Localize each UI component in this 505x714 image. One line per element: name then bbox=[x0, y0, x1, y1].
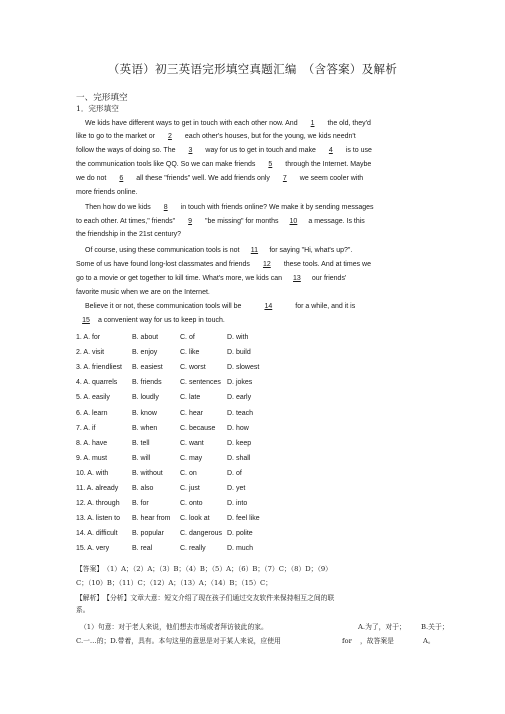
answer-line: 【答案】 （1）A；（2）A；（3）B；（4）B；（5）A；（6）B；（7）C；（8）D；（9） bbox=[76, 565, 332, 573]
option-a: 11. A. already bbox=[76, 485, 119, 492]
passage-line: like to go to the market or 2 each other's houses, but for the young, we kids needn't bbox=[76, 133, 356, 140]
option-d: D. how bbox=[227, 424, 249, 432]
blank-6: 6 bbox=[119, 175, 124, 182]
passage-line: to each other. At times," friends" 9 "be missing" for months 10 a message. Is this bbox=[76, 218, 365, 225]
option-c: C. may bbox=[180, 454, 203, 462]
blank-15: 15 bbox=[82, 317, 90, 324]
blank-1: 1 bbox=[310, 120, 315, 127]
option-c: C. sentences bbox=[180, 379, 221, 387]
option-b: B. hear from bbox=[132, 515, 171, 523]
passage-line: the friendship in the 21st century? bbox=[76, 231, 182, 238]
document-title: （英语）初三英语完形填空真题汇编 （含答案）及解析 bbox=[107, 62, 398, 76]
blank-9: 9 bbox=[188, 218, 193, 225]
analysis-line: 系。 bbox=[76, 606, 90, 614]
blank-14: 14 bbox=[264, 303, 273, 310]
option-d: D. early bbox=[227, 394, 252, 402]
option-d: D. much bbox=[227, 545, 254, 553]
option-d: D. slowest bbox=[227, 364, 260, 372]
section-heading: 一、完形填空 bbox=[76, 93, 128, 103]
option-c: C. on bbox=[180, 469, 197, 477]
analysis-line: A.为了，对于； bbox=[358, 623, 406, 631]
option-d: D. keep bbox=[227, 439, 252, 447]
passage-line: go to a movie or get together to kill time. What's more, we kids can 13 our friends' bbox=[76, 275, 347, 282]
analysis-line: ，故答案是 bbox=[360, 637, 394, 645]
option-a: 1. A. for bbox=[76, 334, 101, 341]
option-b: B. easiest bbox=[132, 364, 163, 372]
option-b: B. loudly bbox=[132, 394, 159, 402]
question-heading: 1．完形填空 bbox=[76, 104, 119, 113]
analysis-line: （1）句意：对于老人来说，他们想去市场或者拜访彼此的家。 bbox=[80, 623, 268, 631]
passage-line: more friends online. bbox=[76, 189, 138, 196]
blank-5: 5 bbox=[268, 161, 273, 168]
option-c: C. just bbox=[180, 485, 200, 492]
option-c: C. late bbox=[180, 394, 201, 402]
blank-12: 12 bbox=[262, 261, 271, 268]
option-a: 5. A. easily bbox=[76, 394, 110, 402]
option-a: 7. A. if bbox=[76, 424, 96, 432]
option-c: C. because bbox=[180, 424, 216, 432]
analysis-line: for bbox=[342, 637, 352, 645]
blank-13: 13 bbox=[293, 275, 301, 282]
option-a: 10. A. with bbox=[76, 469, 109, 477]
option-a: 15. A. very bbox=[76, 545, 110, 553]
option-c: C. really bbox=[180, 545, 206, 553]
option-d: D. polite bbox=[227, 530, 253, 538]
passage-line: we do not 6 all these "friends" well. We add friends only 7 we seem cooler with bbox=[76, 175, 364, 182]
passage-line: Some of us have found long-lost classmates and friends 12 these tools. And at times we bbox=[76, 261, 371, 268]
passage-line: follow the ways of doing so. The 3 way for us to get in touch and make 4 is to use bbox=[76, 147, 372, 154]
option-a: 9. A. must bbox=[76, 454, 108, 462]
passage-line: Of course, using these communication tools is not 11 for saying "Hi, what's up?". bbox=[85, 247, 353, 254]
analysis-line: B.关于； bbox=[421, 623, 449, 631]
option-c: C. of bbox=[180, 334, 195, 341]
analysis-line: A。 bbox=[423, 637, 435, 645]
option-b: B. enjoy bbox=[132, 349, 158, 357]
option-d: D. jokes bbox=[227, 379, 253, 387]
option-a: 8. A. have bbox=[76, 439, 108, 447]
option-b: B. also bbox=[132, 485, 154, 492]
option-d: D. yet bbox=[227, 485, 246, 492]
option-d: D. build bbox=[227, 349, 251, 357]
blank-4: 4 bbox=[328, 147, 333, 154]
option-b: B. for bbox=[132, 500, 149, 508]
option-c: C. dangerous bbox=[180, 530, 223, 538]
option-b: B. without bbox=[132, 469, 163, 477]
option-a: 6. A. learn bbox=[76, 409, 108, 417]
option-b: B. about bbox=[132, 334, 159, 341]
option-c: C. worst bbox=[180, 364, 206, 372]
option-a: 4. A. quarrels bbox=[76, 379, 118, 387]
passage-line: Believe it or not, these communication tools will be 14 for a while, and it is bbox=[85, 303, 356, 310]
option-c: C. want bbox=[180, 439, 204, 447]
option-d: D. shall bbox=[227, 454, 251, 462]
passage-line: 15 a convenient way for us to keep in touch. bbox=[76, 316, 225, 325]
option-c: C. hear bbox=[180, 409, 203, 417]
option-a: 12. A. through bbox=[76, 500, 120, 508]
option-c: C. onto bbox=[180, 500, 203, 508]
option-d: D. of bbox=[227, 469, 242, 477]
option-d: D. with bbox=[227, 334, 249, 341]
passage-line: the communication tools like QQ. So we can make friends 5 through the Internet. Maybe bbox=[76, 161, 372, 168]
option-c: C. look at bbox=[180, 515, 210, 523]
option-c: C. like bbox=[180, 349, 200, 357]
option-a: 2. A. visit bbox=[76, 349, 105, 357]
option-b: B. real bbox=[132, 545, 153, 553]
analysis-line: C.一…的；D.带着，具有。本句这里的意思是对于某人来说，应使用 bbox=[76, 637, 281, 645]
option-d: D. into bbox=[227, 500, 248, 508]
option-a: 14. A. difficult bbox=[76, 530, 118, 538]
passage-line: We kids have different ways to get in touch with each other now. And 1 the old, they'd bbox=[85, 120, 371, 127]
option-b: B. know bbox=[132, 409, 157, 417]
option-b: B. popular bbox=[132, 530, 164, 538]
blank-2: 2 bbox=[167, 133, 172, 140]
blank-8: 8 bbox=[163, 204, 168, 211]
option-a: 13. A. listen to bbox=[76, 515, 120, 523]
option-d: D. teach bbox=[227, 409, 254, 417]
blank-3: 3 bbox=[188, 147, 193, 154]
option-d: D. feel like bbox=[227, 515, 260, 523]
option-b: B. friends bbox=[132, 379, 162, 387]
analysis-line: 【解析】 【分析】文章大意：短文介绍了现在孩子们通过交友软件来保持相互之间的联 bbox=[76, 594, 335, 602]
answer-line: C；（10）B；（11）C；（12）A；（13）A；（14）B；（15）C； bbox=[76, 579, 273, 587]
blank-7: 7 bbox=[282, 175, 287, 182]
blank-10: 10 bbox=[289, 218, 298, 225]
option-b: B. will bbox=[132, 454, 151, 462]
option-a: 3. A. friendliest bbox=[76, 364, 122, 372]
passage-line: favorite music when we are on the Internet. bbox=[76, 289, 210, 296]
option-b: B. tell bbox=[132, 439, 150, 447]
option-b: B. when bbox=[132, 424, 158, 432]
blank-11: 11 bbox=[250, 247, 259, 254]
passage-line: Then how do we kids 8 in touch with friends online? We make it by sending messages bbox=[85, 204, 374, 211]
